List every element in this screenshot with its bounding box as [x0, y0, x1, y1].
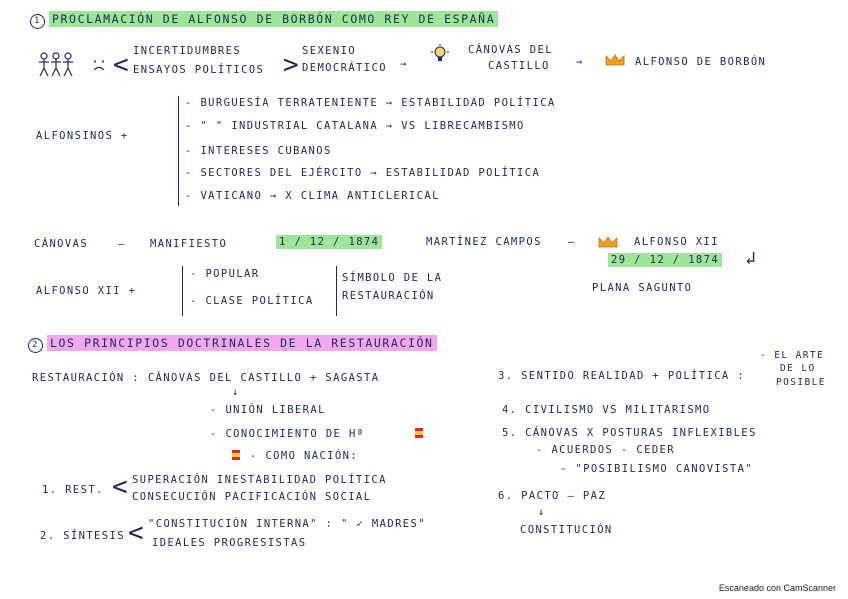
canovas-label: CÁNOVAS: [34, 238, 89, 250]
arte-3: POSIBLE: [776, 377, 826, 388]
date-proclamation-text: 29 / 12 / 1874: [608, 253, 722, 267]
curved-arrow-icon: ↲: [745, 248, 758, 269]
right-item: 4. CIVILISMO VS MILITARISMO: [502, 404, 711, 416]
lightbulb-icon: [430, 44, 450, 67]
date-manifiesto-text: 1 / 12 / 1874: [276, 235, 382, 249]
alfonsinos-item: - VATICANO → X CLIMA ANTICLERICAL: [185, 190, 440, 202]
arrow-icon: →: [400, 58, 408, 70]
simbolo-1: SÍMBOLO DE LA: [342, 272, 443, 284]
right-item: - ACUERDOS - CEDER: [536, 444, 675, 456]
right-item: 5. CÁNOVAS X POSTURAS INFLEXIBLES: [502, 427, 757, 439]
alfonsinos-item: - INTERESES CUBANOS: [185, 145, 332, 157]
alfonsinos-item: - " " INDUSTRIAL CATALANA → VS LIBRECAMBISMO: [185, 120, 525, 132]
arrow-icon: →: [576, 56, 584, 68]
sintesis-label: 2. SÍNTESIS: [40, 530, 125, 542]
down-arrow-icon: ↓: [538, 506, 546, 518]
alfonsinos-item: - BURGUESÍA TERRATENIENTE → ESTABILIDAD POLÍTICA: [185, 97, 556, 109]
right-item: 6. PACTO — PAZ: [498, 490, 607, 502]
king-name: ALFONSO DE BORBÓN: [635, 56, 767, 68]
rest-item: SUPERACIÓN INESTABILIDAD POLÍTICA: [132, 474, 387, 486]
section1-title: [30, 12, 498, 29]
left-item: - CONOCIMIENTO DE Hª: [210, 428, 365, 440]
alfonsinos-brace: [178, 96, 179, 206]
crown-icon: [605, 54, 625, 66]
sintesis-item: IDEALES PROGRESISTAS: [152, 537, 307, 549]
dash: —: [568, 236, 576, 248]
alfonsinos-label: ALFONSINOS +: [36, 130, 129, 142]
date-manifiesto: [276, 236, 382, 248]
alfonsinos-item: - SECTORES DEL EJÉRCITO → ESTABILIDAD POLÍTICA: [185, 167, 541, 179]
arte-1: - EL ARTE: [760, 350, 825, 361]
restauracion-line: RESTAURACIÓN : CÁNOVAS DEL CASTILLO + SAGASTA: [32, 372, 380, 384]
martinez-label: MARTÍNEZ CAMPOS: [426, 236, 542, 248]
person-2: CASTILLO: [488, 60, 550, 72]
open-brace-1: <: [113, 50, 129, 80]
left-item: - UNIÓN LIBERAL: [210, 404, 326, 416]
close-brace-1: >: [283, 50, 299, 80]
people-icon: [38, 52, 86, 81]
spain-flag-icon: [232, 450, 240, 460]
intro-item-2: ENSAYOS POLÍTICOS: [133, 64, 265, 76]
right-item: 3. SENTIDO REALIDAD + POLÍTICA :: [498, 370, 746, 382]
crown-icon: [598, 236, 618, 248]
spain-flag-icon: [415, 428, 423, 438]
alfonso-brace: [182, 266, 183, 316]
arte-2: DE LO: [780, 363, 816, 374]
right-item: - "POSIBILISMO CANOVISTA": [560, 463, 754, 475]
open-brace-3: <: [128, 518, 144, 548]
date-proclamation: [608, 254, 722, 266]
right-item: CONSTITUCIÓN: [520, 524, 613, 536]
section1-number: 1: [30, 14, 45, 29]
person-1: CÁNOVAS DEL: [468, 44, 553, 56]
sintesis-item: "CONSTITUCIÓN INTERNA" : " ✓ MADRES": [148, 518, 426, 530]
dash: —: [118, 238, 126, 250]
alfonso-xii-label: ALFONSO XII: [634, 236, 719, 248]
simbolo-brace: [332, 266, 337, 316]
section2-title: [28, 336, 437, 353]
scanner-watermark: Escaneado con CamScanner: [718, 583, 836, 593]
alfonso-item: - POPULAR: [190, 268, 260, 280]
worried-face-icon: [92, 58, 108, 75]
manifiesto-label: MANIFIESTO: [150, 238, 228, 250]
alfonso-item: - CLASE POLÍTICA: [190, 295, 314, 307]
plana-label: PLANA SAGUNTO: [592, 282, 693, 294]
down-arrow-icon: ↓: [232, 386, 240, 398]
section2-title-text: LOS PRINCIPIOS DOCTRINALES DE LA RESTAURACIÓN: [47, 335, 437, 351]
section1-title-text: PROCLAMACIÓN DE ALFONSO DE BORBÓN COMO REY DE ESPAÑA: [49, 11, 498, 27]
intro-result-1: SEXENIO: [302, 45, 357, 57]
section2-number: 2: [28, 338, 43, 353]
open-brace-2: <: [112, 472, 128, 502]
intro-item-1: INCERTIDUMBRES: [133, 45, 242, 57]
simbolo-2: RESTAURACIÓN: [342, 290, 435, 302]
rest-item: CONSECUCIÓN PACIFICACIÓN SOCIAL: [132, 491, 372, 503]
alfonso-plus-label: ALFONSO XII +: [36, 285, 137, 297]
left-item: - COMO NACIÓN:: [250, 450, 359, 462]
rest-label: 1. REST.: [42, 484, 104, 496]
intro-result-2: DEMOCRÁTICO: [302, 62, 387, 74]
